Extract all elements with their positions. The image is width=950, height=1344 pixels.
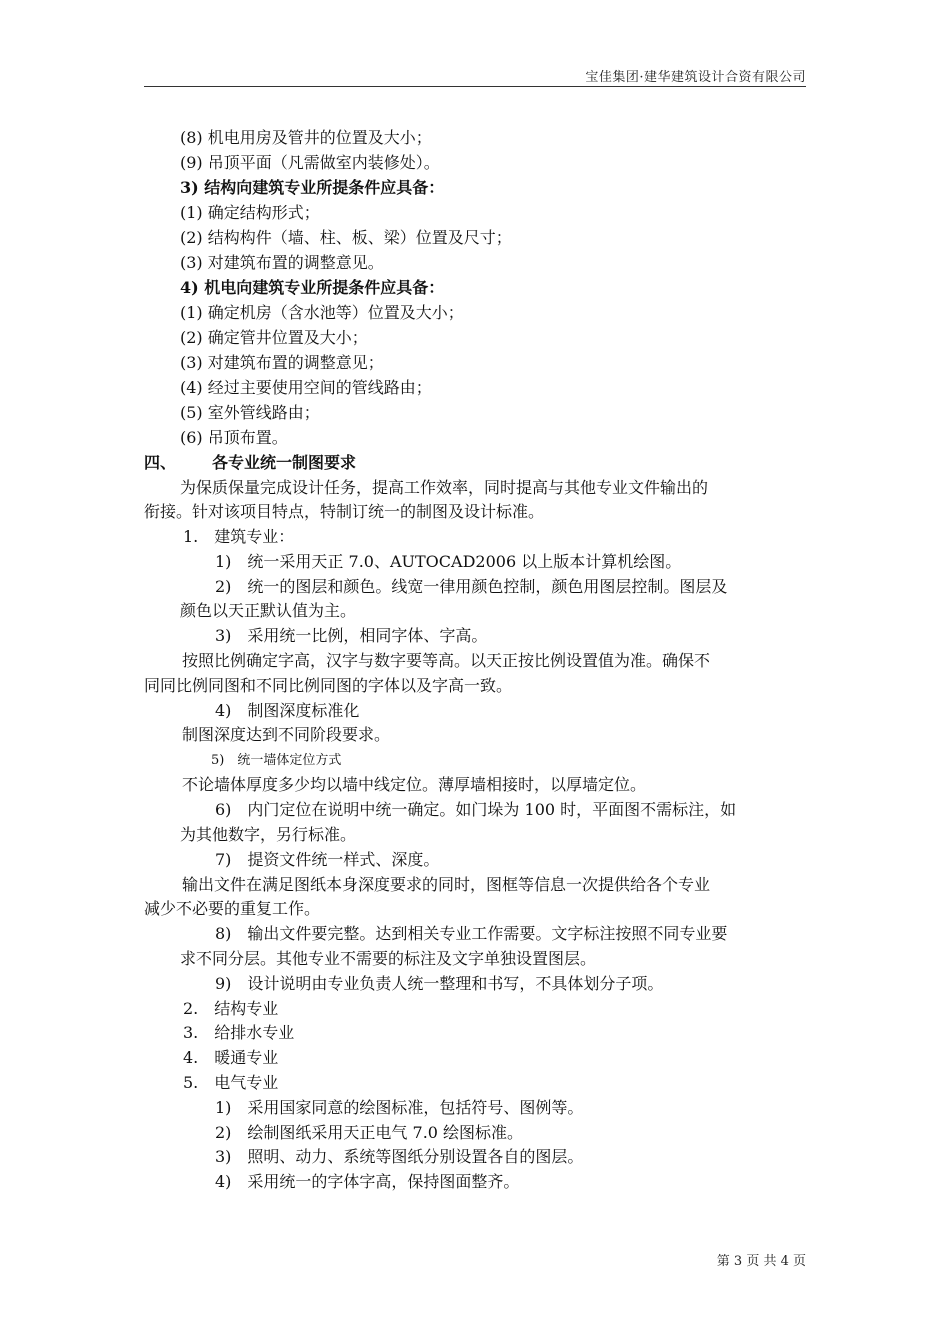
paragraph-line: 制图深度达到不同阶段要求。	[182, 725, 391, 744]
list-item: 7) 提资文件统一样式、深度。	[215, 850, 440, 869]
section-number: 四、	[144, 453, 177, 472]
paragraph-line: 不论墙体厚度多少均以墙中线定位。薄厚墙相接时，以厚墙定位。	[182, 775, 647, 794]
text-line: (9) 吊顶平面（凡需做室内装修处）。	[180, 153, 440, 172]
list-item: 1) 采用国家同意的绘图标准，包括符号、图例等。	[215, 1098, 584, 1117]
paragraph-line: 按照比例确定字高，汉字与数字要等高。以天正按比例设置值为准。确保不	[182, 651, 711, 670]
page-number: 第 3 页 共 4 页	[716, 1254, 806, 1269]
header-company-name: 宝佳集团·建华建筑设计合资有限公司	[585, 70, 806, 85]
text-line: (2) 结构构件（墙、柱、板、梁）位置及尺寸；	[180, 228, 512, 247]
list-heading: 3. 给排水专业	[183, 1023, 295, 1042]
list-item: 6) 内门定位在说明中统一确定。如门垛为 100 时，平面图不需标注，如	[215, 800, 737, 819]
paragraph-line: 输出文件在满足图纸本身深度要求的同时，图框等信息一次提供给各个专业	[182, 875, 711, 894]
list-heading: 1. 建筑专业：	[183, 527, 295, 546]
paragraph-line: 衔接。针对该项目特点，特制订统一的制图及设计标准。	[144, 502, 545, 521]
list-item: 4) 采用统一的字体字高，保持图面整齐。	[215, 1172, 520, 1191]
list-item: 2) 统一的图层和颜色。线宽一律用颜色控制，颜色用图层控制。图层及	[215, 577, 728, 596]
list-heading: 5. 电气专业	[183, 1073, 279, 1092]
text-line: (3) 对建筑布置的调整意见；	[180, 353, 384, 372]
section-title: 各专业统一制图要求	[212, 453, 357, 472]
paragraph-line: 为保质保量完成设计任务，提高工作效率，同时提高与其他专业文件输出的	[180, 478, 709, 497]
list-item: 9) 设计说明由专业负责人统一整理和书写，不具体划分子项。	[215, 974, 664, 993]
list-item-continuation: 颜色以天正默认值为主。	[180, 601, 357, 620]
list-item: 3) 采用统一比例，相同字体、字高。	[215, 626, 488, 645]
subsection-heading: 3) 结构向建筑专业所提条件应具备：	[180, 178, 445, 197]
list-item: 8) 输出文件要完整。达到相关专业工作需要。文字标注按照不同专业要	[215, 924, 728, 943]
list-item-continuation: 求不同分层。其他专业不需要的标注及文字单独设置图层。	[180, 949, 597, 968]
paragraph-line: 同同比例同图和不同比例同图的字体以及字高一致。	[144, 676, 513, 695]
text-line: (8) 机电用房及管井的位置及大小；	[180, 128, 432, 147]
text-line: (1) 确定结构形式；	[180, 203, 320, 222]
list-item: 1) 统一采用天正 7.0、AUTOCAD2006 以上版本计算机绘图。	[215, 552, 682, 571]
text-line: (1) 确定机房（含水池等）位置及大小；	[180, 303, 464, 322]
list-item-continuation: 为其他数字，另行标准。	[180, 825, 357, 844]
list-item: 5) 统一墙体定位方式	[211, 753, 342, 768]
list-heading: 2. 结构专业	[183, 999, 279, 1018]
text-line: (5) 室外管线路由；	[180, 403, 320, 422]
header-divider	[144, 86, 806, 87]
text-line: (4) 经过主要使用空间的管线路由；	[180, 378, 432, 397]
text-line: (3) 对建筑布置的调整意见。	[180, 253, 384, 272]
list-item: 4) 制图深度标准化	[215, 701, 360, 720]
list-heading: 4. 暖通专业	[183, 1048, 279, 1067]
subsection-heading: 4) 机电向建筑专业所提条件应具备：	[180, 278, 445, 297]
text-line: (6) 吊顶布置。	[180, 428, 288, 447]
text-line: (2) 确定管井位置及大小；	[180, 328, 368, 347]
list-item: 2) 绘制图纸采用天正电气 7.0 绘图标准。	[215, 1123, 524, 1142]
paragraph-line: 减少不必要的重复工作。	[144, 899, 321, 918]
list-item: 3) 照明、动力、系统等图纸分别设置各自的图层。	[215, 1147, 584, 1166]
